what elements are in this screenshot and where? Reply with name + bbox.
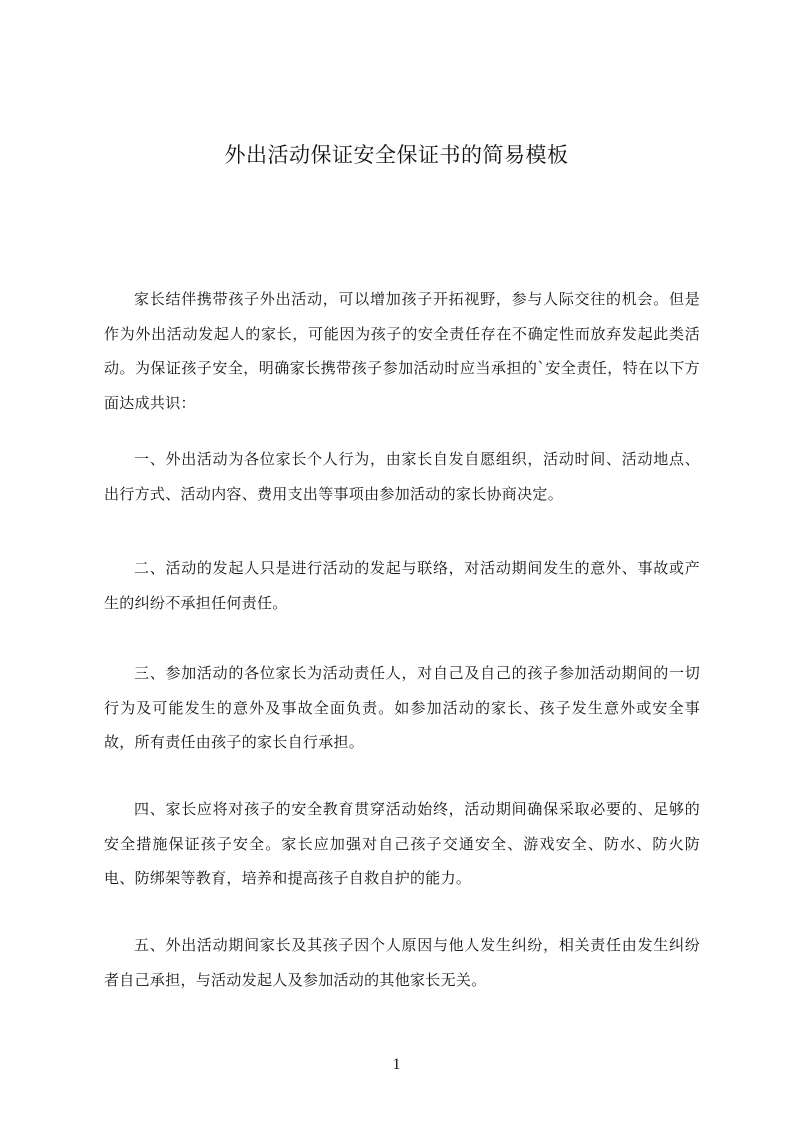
clause-2-paragraph: 二、活动的发起人只是进行活动的发起与联络，对活动期间发生的意外、事故或产生的纠纷不承担任何责任。 [104, 559, 700, 612]
document-title: 外出活动保证安全保证书的简易模板 [224, 143, 569, 167]
page-number: 1 [392, 1056, 401, 1073]
clause-3-paragraph: 三、参加活动的各位家长为活动责任人，对自己及自己的孩子参加活动期间的一切行为及可能发生的意外及事故全面负责。如参加活动的家长、孩子发生意外或安全事故，所有责任由孩子的家长自行承担。 [104, 664, 700, 751]
clause-5-paragraph: 五、外出活动期间家长及其孩子因个人原因与他人发生纠纷，相关责任由发生纠纷者自己承担，与活动发起人及参加活动的其他家长无关。 [104, 936, 700, 989]
intro-paragraph: 家长结伴携带孩子外出活动，可以增加孩子开拓视野，参与人际交往的机会。但是作为外出活动发起人的家长，可能因为孩子的安全责任存在不确定性而放弃发起此类活动。为保证孩子安全，明确家长携带孩子参加活动时应当承担的`安全责任，特在以下方面达成共识： [104, 290, 700, 412]
clause-4-paragraph: 四、家长应将对孩子的安全教育贯穿活动始终，活动期间确保采取必要的、足够的安全措施保证孩子安全。家长应加强对自己孩子交通安全、游戏安全、防水、防火防电、防绑架等教育，培养和提高孩子自救自护的能力。 [104, 800, 700, 887]
clause-1-paragraph: 一、外出活动为各位家长个人行为，由家长自发自愿组织，活动时间、活动地点、出行方式、活动内容、费用支出等事项由参加活动的家长协商决定。 [104, 450, 700, 503]
